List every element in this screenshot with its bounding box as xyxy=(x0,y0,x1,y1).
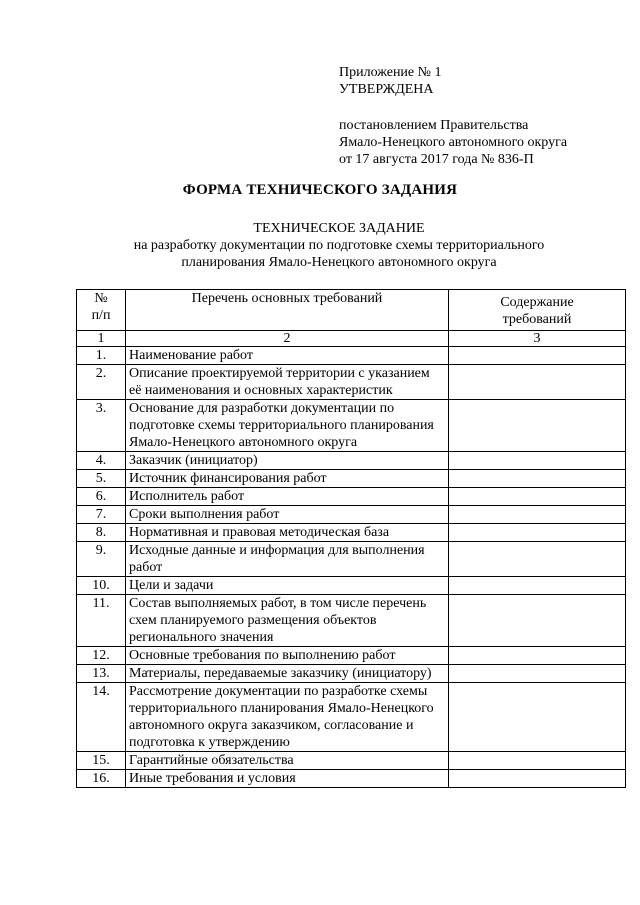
header-content-line1: Содержание xyxy=(500,295,574,310)
row-content xyxy=(449,452,626,470)
subtitle-line-2: на разработку документации по подготовке схемы территориального xyxy=(133,238,545,253)
row-number: 3. xyxy=(77,400,126,452)
row-requirement: Заказчик (инициатор) xyxy=(126,452,449,470)
row-content xyxy=(449,542,626,577)
table-row xyxy=(77,470,626,488)
column-index: 2 xyxy=(126,331,449,347)
table-row xyxy=(77,347,626,365)
header-content xyxy=(449,290,626,331)
table-row xyxy=(77,542,626,577)
table-row xyxy=(77,452,626,470)
row-requirement: Рассмотрение документации по разработке схемы территориального планирования Ямало-Ненецкого автономного округа заказчиком, согласование и подготовка к утверждению xyxy=(126,683,449,752)
row-content xyxy=(449,683,626,752)
table-row xyxy=(77,683,626,752)
row-number: 5. xyxy=(77,470,126,488)
row-content xyxy=(449,347,626,365)
row-content xyxy=(449,506,626,524)
row-number: 13. xyxy=(77,665,126,683)
row-content xyxy=(449,752,626,770)
table-row xyxy=(77,524,626,542)
row-number: 9. xyxy=(77,542,126,577)
row-requirement: Исполнитель работ xyxy=(126,488,449,506)
row-content xyxy=(449,400,626,452)
document-subtitle xyxy=(74,220,604,271)
row-requirement: Нормативная и правовая методическая база xyxy=(126,524,449,542)
table-row xyxy=(77,752,626,770)
approval-block xyxy=(339,64,567,168)
header-number-abbr: п/п xyxy=(91,308,111,323)
row-requirement: Иные требования и условия xyxy=(126,770,449,788)
row-requirement: Материалы, передаваемые заказчику (инициатору) xyxy=(126,665,449,683)
approved-label: УТВЕРЖДЕНА xyxy=(339,82,434,97)
row-requirement: Сроки выполнения работ xyxy=(126,506,449,524)
header-requirements: Перечень основных требований xyxy=(126,290,449,331)
column-index-row xyxy=(77,331,626,347)
table-row xyxy=(77,665,626,683)
row-requirement: Источник финансирования работ xyxy=(126,470,449,488)
row-requirement: Гарантийные обязательства xyxy=(126,752,449,770)
table-row xyxy=(77,770,626,788)
row-number: 15. xyxy=(77,752,126,770)
row-number: 7. xyxy=(77,506,126,524)
form-title: ФОРМА ТЕХНИЧЕСКОГО ЗАДАНИЯ xyxy=(182,182,458,198)
region-line: Ямало-Ненецкого автономного округа xyxy=(339,135,568,150)
row-number: 4. xyxy=(77,452,126,470)
subtitle-line-3: планирования Ямало-Ненецкого автономного округа xyxy=(181,255,497,270)
column-index: 1 xyxy=(77,331,126,347)
row-content xyxy=(449,524,626,542)
row-requirement: Состав выполняемых работ, в том числе перечень схем планируемого размещения объектов регионального значения xyxy=(126,595,449,647)
row-content xyxy=(449,365,626,400)
table-row xyxy=(77,506,626,524)
row-number: 14. xyxy=(77,683,126,752)
column-index: 3 xyxy=(449,331,626,347)
row-number: 10. xyxy=(77,577,126,595)
decree-line: постановлением Правительства xyxy=(339,118,529,133)
header-number-symbol: № xyxy=(94,291,108,306)
row-requirement: Цели и задачи xyxy=(126,577,449,595)
row-requirement: Наименование работ xyxy=(126,347,449,365)
table-row xyxy=(77,400,626,452)
table-row xyxy=(77,577,626,595)
row-content xyxy=(449,595,626,647)
table-row xyxy=(77,365,626,400)
header-content-line2: требований xyxy=(502,312,572,327)
row-number: 1. xyxy=(77,347,126,365)
decree-date: от 17 августа 2017 года № 836-П xyxy=(339,152,534,167)
table-row xyxy=(77,595,626,647)
row-number: 8. xyxy=(77,524,126,542)
row-requirement: Основные требования по выполнению работ xyxy=(126,647,449,665)
row-content xyxy=(449,488,626,506)
row-content xyxy=(449,470,626,488)
table-row xyxy=(77,647,626,665)
subtitle-heading: ТЕХНИЧЕСКОЕ ЗАДАНИЕ xyxy=(253,221,425,236)
row-number: 6. xyxy=(77,488,126,506)
header-number xyxy=(77,290,126,331)
row-requirement: Исходные данные и информация для выполнения работ xyxy=(126,542,449,577)
appendix-number: Приложение № 1 xyxy=(339,65,442,80)
row-number: 16. xyxy=(77,770,126,788)
table-header-row xyxy=(77,290,626,331)
row-requirement: Описание проектируемой территории с указанием её наименования и основных характеристик xyxy=(126,365,449,400)
row-requirement: Основание для разработки документации по подготовке схемы территориального планирования Ямало-Ненецкого автономного округа xyxy=(126,400,449,452)
row-number: 12. xyxy=(77,647,126,665)
row-content xyxy=(449,665,626,683)
table-row xyxy=(77,488,626,506)
row-content xyxy=(449,647,626,665)
row-content xyxy=(449,770,626,788)
row-content xyxy=(449,577,626,595)
row-number: 11. xyxy=(77,595,126,647)
row-number: 2. xyxy=(77,365,126,400)
requirements-table xyxy=(76,289,626,788)
